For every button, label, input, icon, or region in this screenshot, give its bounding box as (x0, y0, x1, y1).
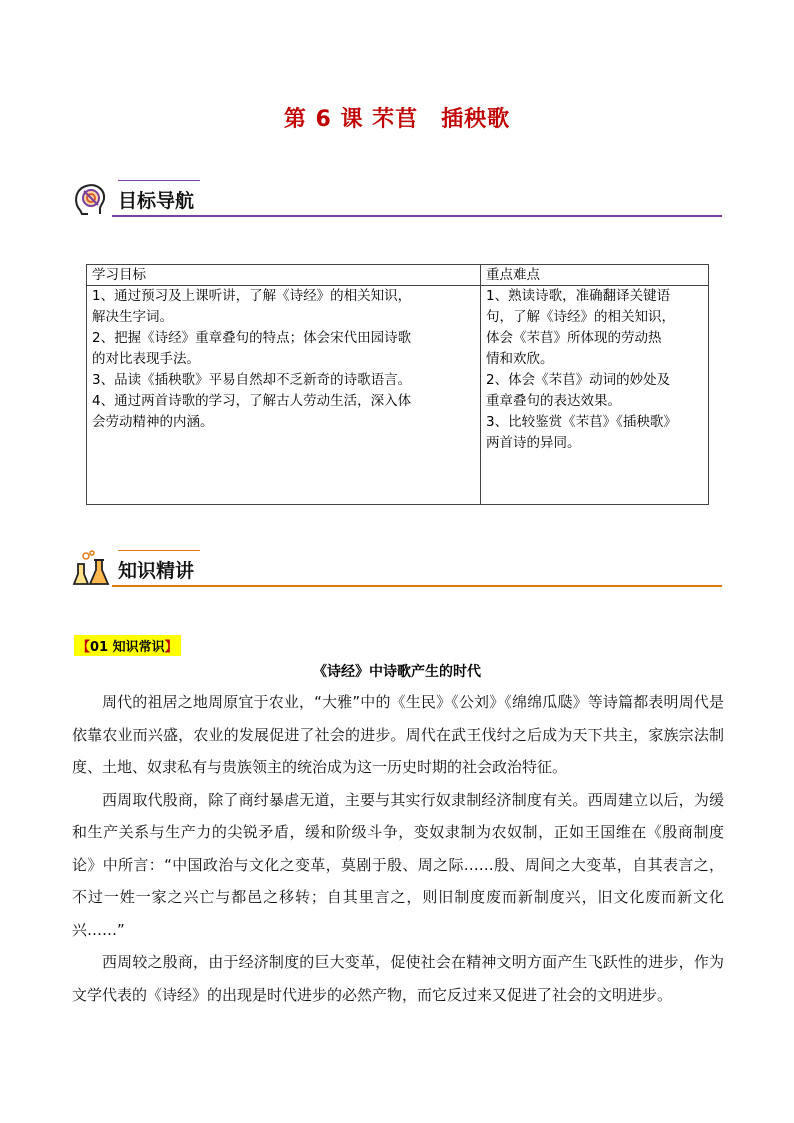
key-point-line: 重章叠句的表达效果。 (486, 393, 621, 409)
goals-table-header-goals: 学习目标 (87, 265, 481, 286)
knowledge-section-rule (112, 585, 722, 587)
brain-target-icon (72, 180, 110, 218)
key-point-line: 体会《芣苢》所体现的劳动热 (486, 330, 662, 346)
tag-text: 01 知识常识 (90, 640, 165, 655)
goals-table (86, 264, 709, 505)
key-points-cell (481, 286, 709, 505)
goals-section-rule (112, 215, 722, 217)
key-point-line: 2、体会《芣苢》动词的妙处及 (486, 372, 671, 388)
tag-open-bracket: 【 (77, 640, 91, 655)
paragraph: 西周取代殷商，除了商纣暴虐无道，主要与其实行奴隶制经济制度有关。西周建立以后，为缓和生产关系与生产力的尖锐矛盾，缓和阶级斗争，变奴隶制为农奴制，正如王国维在《殷商制度论》中所言：“中国政治与文化之变革，莫剧于殷、周之际……殷、周间之大变革，自其表言之，不过一姓一家之兴亡与都邑之移转；自其里言之，则旧制度废而新制度兴，旧文化废而新文化兴……” (72, 790, 724, 939)
lesson-title: 第 6 课 芣苢 插秧歌 (283, 107, 511, 132)
knowledge-subtitle: 《诗经》中诗歌产生的时代 (313, 664, 481, 680)
paragraph: 周代的祖居之地周原宜于农业，“大雅”中的《生民》《公刘》《绵绵瓜瓞》等诗篇都表明周代是依靠农业而兴盛，农业的发展促进了社会的进步。周代在武王伐纣之后成为天下共主，家族宗法制度、土地、奴隶私有与贵族领主的统治成为这一历史时期的社会政治特征。 (72, 693, 724, 776)
goals-table-header-keypoints: 重点难点 (481, 265, 709, 286)
knowledge-overline (118, 550, 200, 551)
learning-goal-line: 1、通过预习及上课听讲，了解《诗经》的相关知识， (92, 288, 412, 304)
knowledge-body (72, 686, 724, 1011)
learning-goal-line: 2、把握《诗经》重章叠句的特点；体会宋代田园诗歌 (92, 330, 412, 346)
learning-goal-line: 会劳动精神的内涵。 (92, 414, 214, 430)
learning-goal-line: 3、品读《插秧歌》平易自然却不乏新奇的诗歌语言。 (92, 372, 412, 388)
goals-section-header (72, 180, 722, 220)
key-point-line: 情和欢欣。 (486, 351, 554, 367)
knowledge-section-title: 知识精讲 (118, 560, 195, 582)
key-point-line: 3、比较鉴赏《芣苢》《插秧歌》 (486, 414, 677, 430)
section-tag (74, 635, 181, 656)
key-point-line: 两首诗的异同。 (486, 435, 581, 451)
key-point-line: 句，了解《诗经》的相关知识， (486, 309, 675, 325)
learning-goals-cell (87, 286, 481, 505)
goals-overline (118, 180, 200, 181)
learning-goal-line: 的对比表现手法。 (92, 351, 200, 367)
knowledge-section-header (72, 550, 722, 590)
lab-flask-icon (72, 550, 110, 588)
paragraph: 西周较之殷商，由于经济制度的巨大变革，促使社会在精神文明方面产生飞跃性的进步，作为文学代表的《诗经》的出现是时代进步的必然产物，而它反过来又促进了社会的文明进步。 (72, 953, 724, 1004)
learning-goal-line: 解决生字词。 (92, 309, 173, 325)
tag-close-bracket: 】 (164, 640, 178, 655)
key-point-line: 1、熟读诗歌，准确翻译关键语 (486, 288, 671, 304)
goals-table-header-row (87, 265, 709, 286)
goals-table-body-row (87, 286, 709, 505)
goals-section-title: 目标导航 (118, 190, 195, 212)
learning-goal-line: 4、通过两首诗歌的学习，了解古人劳动生活，深入体 (92, 393, 412, 409)
